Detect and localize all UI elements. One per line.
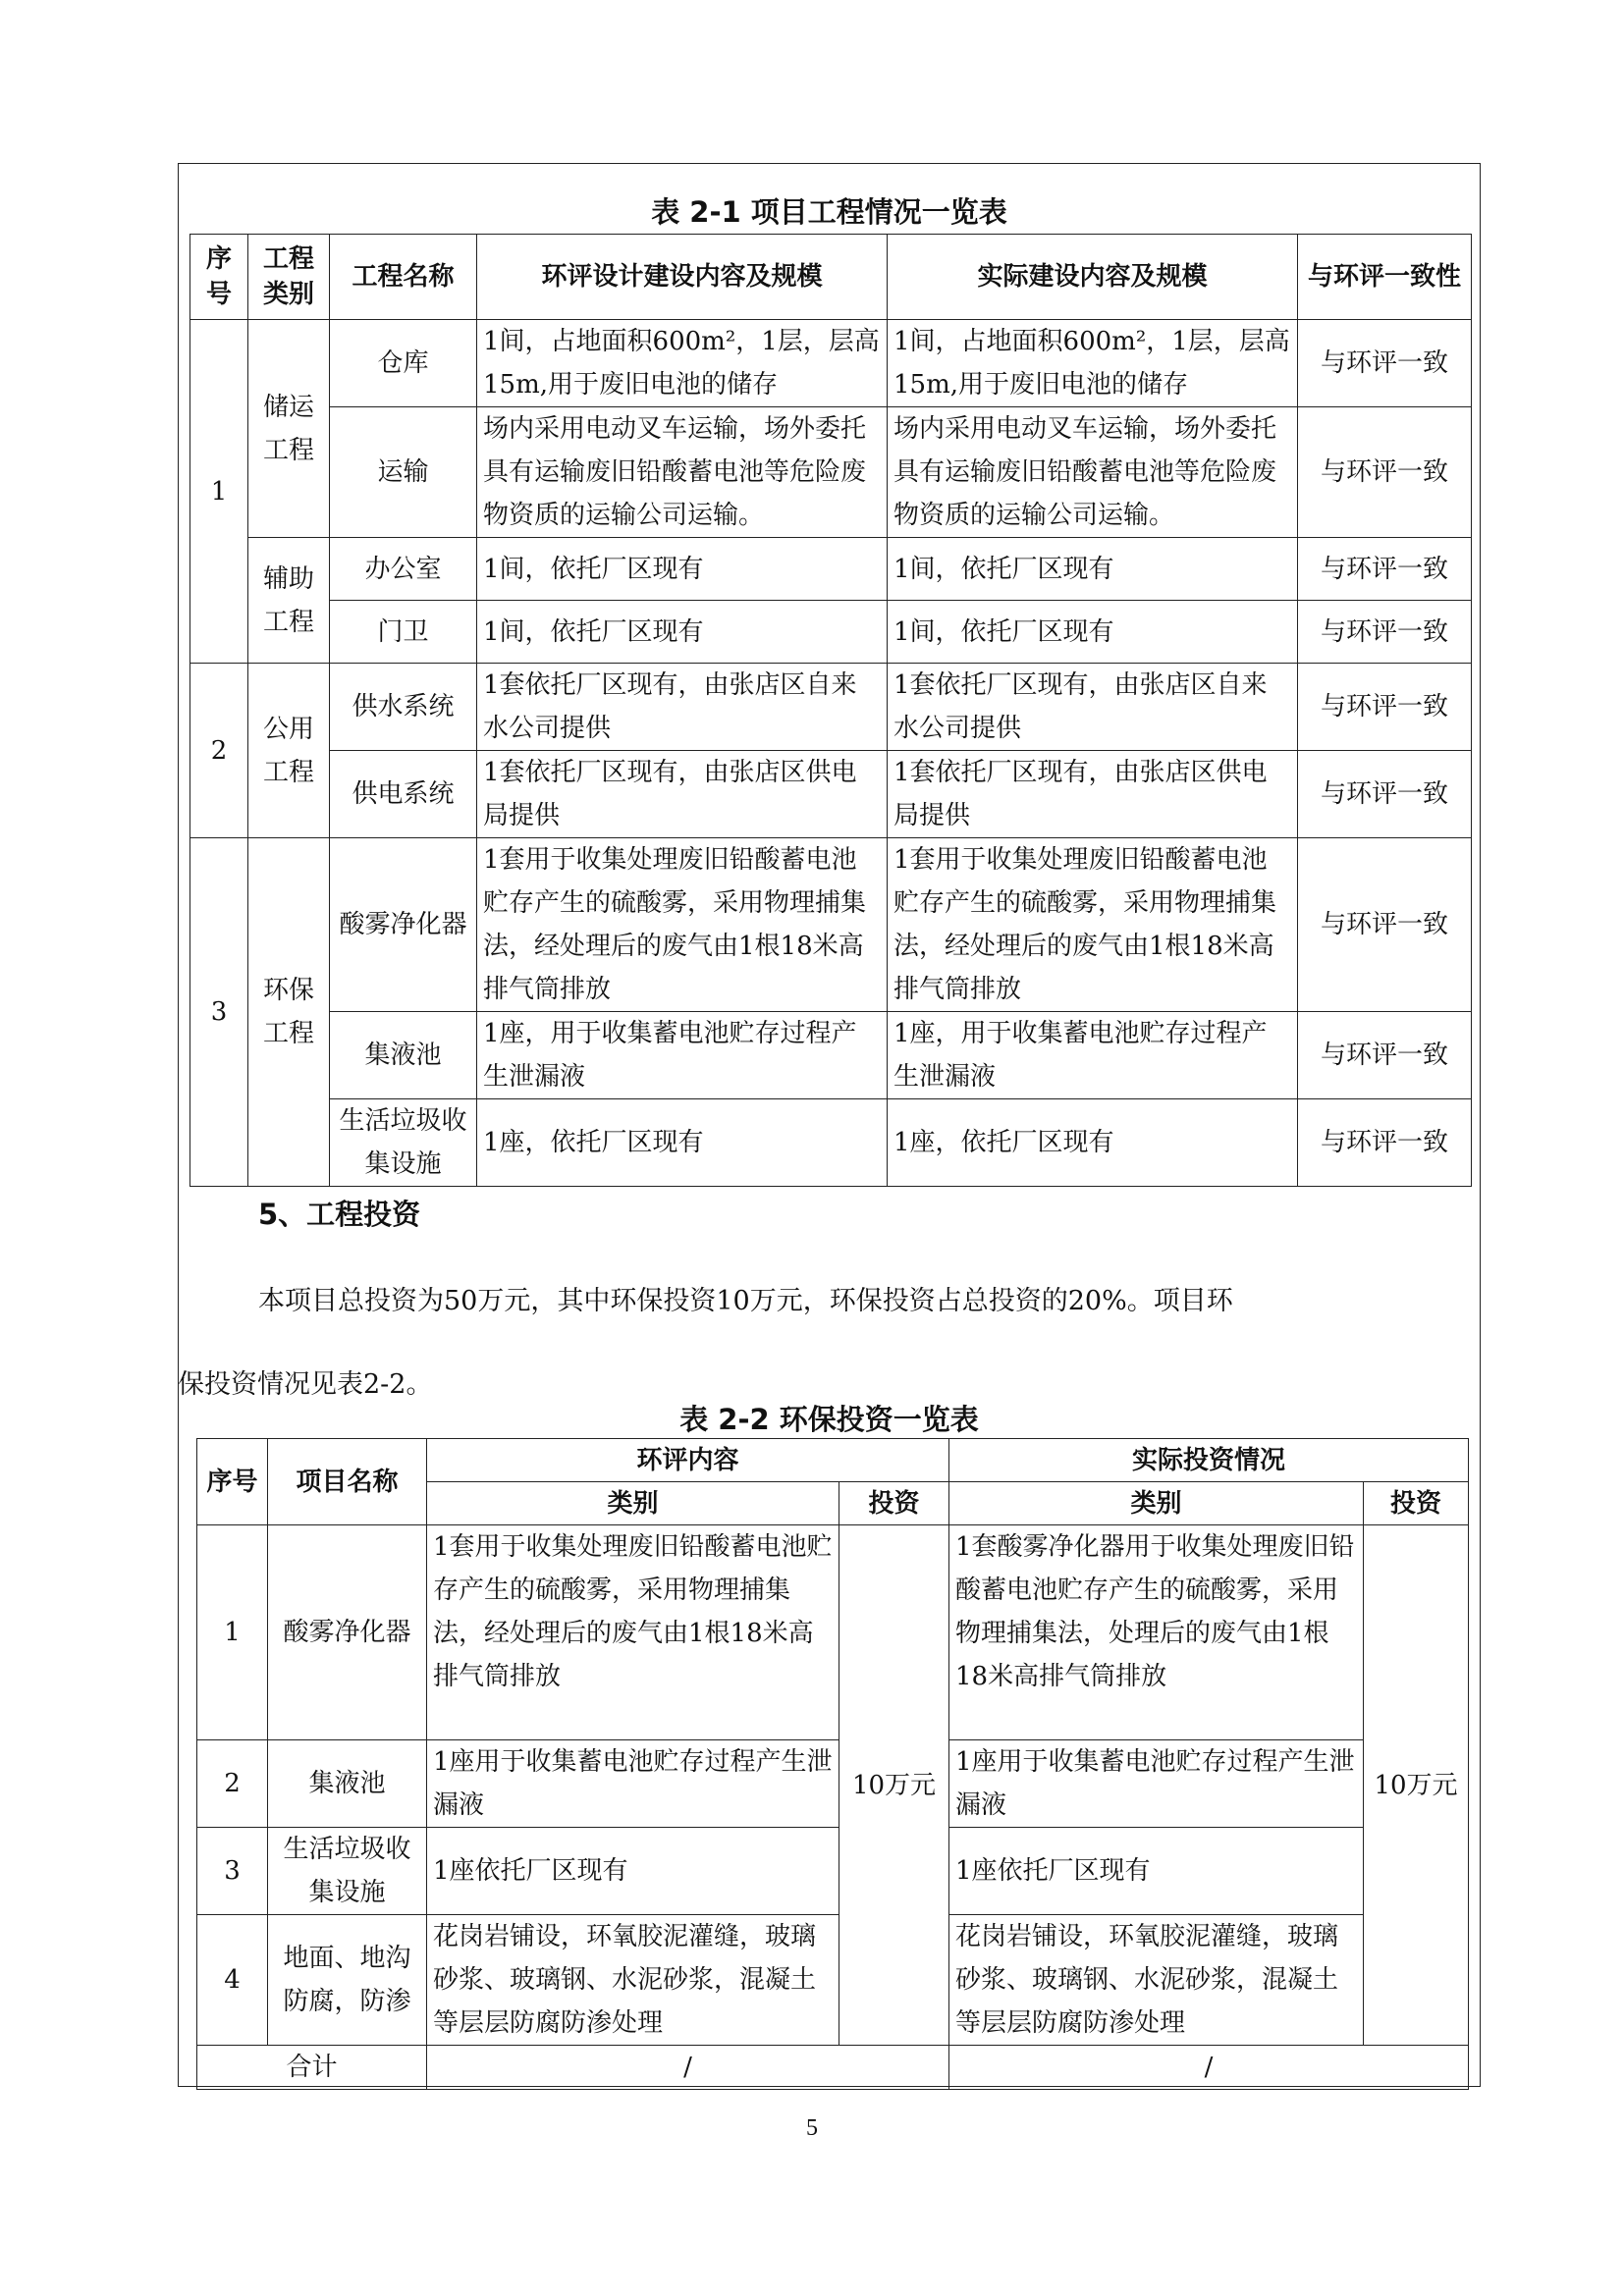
header-project-name: 项目名称	[268, 1439, 427, 1525]
project-name-cell: 供电系统	[330, 751, 477, 838]
total-row	[197, 2046, 1469, 2090]
consistency-cell: 与环评一致	[1298, 320, 1472, 407]
table2-header-row	[197, 1439, 1469, 1482]
header-design: 环评设计建设内容及规模	[477, 235, 888, 320]
project-table	[189, 234, 1472, 1187]
header-project-name: 工程名称	[330, 235, 477, 320]
table-row	[190, 407, 1472, 538]
actual-cell: 1套依托厂区现有，由张店区自来水公司提供	[888, 664, 1298, 751]
table-row	[190, 1012, 1472, 1099]
total-eia-cell: /	[427, 2046, 949, 2090]
table-row	[190, 1099, 1472, 1187]
table-row	[190, 320, 1472, 407]
actual-cell: 1间，依托厂区现有	[888, 538, 1298, 601]
actual-cell: 1间，依托厂区现有	[888, 601, 1298, 664]
design-cell: 1间，依托厂区现有	[477, 538, 888, 601]
header-eia-category: 类别	[427, 1482, 839, 1525]
header-seq: 序号	[197, 1439, 268, 1525]
actual-category-cell: 1座依托厂区现有	[949, 1828, 1364, 1915]
actual-investment-cell: 10万元	[1364, 1525, 1469, 2046]
paragraph-line-2: 保投资情况见表2-2。	[178, 1369, 433, 1400]
consistency-cell: 与环评一致	[1298, 751, 1472, 838]
actual-category-cell: 1座用于收集蓄电池贮存过程产生泄漏液	[949, 1740, 1364, 1828]
seq-cell: 3	[197, 1828, 268, 1915]
table-row	[190, 664, 1472, 751]
header-actual-amount: 投资	[1364, 1482, 1469, 1525]
design-cell: 1套依托厂区现有，由张店区自来水公司提供	[477, 664, 888, 751]
header-category: 工程类别	[248, 235, 330, 320]
consistency-cell: 与环评一致	[1298, 538, 1472, 601]
project-name-cell: 仓库	[330, 320, 477, 407]
seq-cell: 4	[197, 1915, 268, 2046]
table-row	[197, 1740, 1469, 1828]
consistency-cell: 与环评一致	[1298, 1099, 1472, 1187]
design-cell: 1套依托厂区现有，由张店区供电局提供	[477, 751, 888, 838]
table-row	[197, 1525, 1469, 1740]
project-name-cell: 运输	[330, 407, 477, 538]
consistency-cell: 与环评一致	[1298, 1012, 1472, 1099]
paragraph-line-1: 本项目总投资为50万元，其中环保投资10万元，环保投资占总投资的20%。项目环	[258, 1286, 1233, 1316]
project-name-cell: 办公室	[330, 538, 477, 601]
header-actual-category: 类别	[949, 1482, 1364, 1525]
eia-category-cell: 1套用于收集处理废旧铅酸蓄电池贮存产生的硫酸雾，采用物理捕集法，经处理后的废气由1根18米高排气筒排放	[427, 1525, 839, 1740]
header-consistency: 与环评一致性	[1298, 235, 1472, 320]
project-name-cell: 生活垃圾收集设施	[268, 1828, 427, 1915]
page-number: 5	[806, 2115, 818, 2141]
header-actual: 实际建设内容及规模	[888, 235, 1298, 320]
header-eia-investment: 投资	[839, 1482, 949, 1525]
eia-category-cell: 花岗岩铺设，环氧胶泥灌缝，玻璃砂浆、玻璃钢、水泥砂浆，混凝土等层层防腐防渗处理	[427, 1915, 839, 2046]
eia-category-cell: 1座用于收集蓄电池贮存过程产生泄漏液	[427, 1740, 839, 1828]
actual-cell: 1座，用于收集蓄电池贮存过程产生泄漏液	[888, 1012, 1298, 1099]
seq-cell: 1	[190, 320, 248, 664]
total-label: 合计	[197, 2046, 427, 2090]
project-name-cell: 门卫	[330, 601, 477, 664]
investment-table	[196, 1438, 1469, 2090]
table1-header-row	[190, 235, 1472, 320]
table1-title: 表 2-1 项目工程情况一览表	[651, 195, 1007, 229]
design-cell: 1间，依托厂区现有	[477, 601, 888, 664]
consistency-cell: 与环评一致	[1298, 664, 1472, 751]
seq-cell: 2	[190, 664, 248, 838]
table-row	[190, 601, 1472, 664]
header-eia-content: 环评内容	[427, 1439, 949, 1482]
category-cell: 公用工程	[248, 664, 330, 838]
design-cell: 1座，依托厂区现有	[477, 1099, 888, 1187]
project-name-cell: 酸雾净化器	[330, 838, 477, 1012]
consistency-cell: 与环评一致	[1298, 838, 1472, 1012]
category-cell: 辅助工程	[248, 538, 330, 664]
design-cell: 1间，占地面积600m²，1层，层高15m,用于废旧电池的储存	[477, 320, 888, 407]
eia-category-cell: 1座依托厂区现有	[427, 1828, 839, 1915]
actual-category-cell: 花岗岩铺设，环氧胶泥灌缝，玻璃砂浆、玻璃钢、水泥砂浆，混凝土等层层防腐防渗处理	[949, 1915, 1364, 2046]
project-name-cell: 酸雾净化器	[268, 1525, 427, 1740]
design-cell: 1套用于收集处理废旧铅酸蓄电池贮存产生的硫酸雾，采用物理捕集法，经处理后的废气由1根18米高排气筒排放	[477, 838, 888, 1012]
section-heading: 5、工程投资	[258, 1198, 421, 1231]
project-name-cell: 集液池	[330, 1012, 477, 1099]
project-name-cell: 生活垃圾收集设施	[330, 1099, 477, 1187]
design-cell: 1座，用于收集蓄电池贮存过程产生泄漏液	[477, 1012, 888, 1099]
actual-category-cell: 1套酸雾净化器用于收集处理废旧铅酸蓄电池贮存产生的硫酸雾，采用物理捕集法，处理后的废气由1根18米高排气筒排放	[949, 1525, 1364, 1740]
design-cell: 场内采用电动叉车运输，场外委托具有运输废旧铅酸蓄电池等危险废物资质的运输公司运输。	[477, 407, 888, 538]
actual-cell: 1套依托厂区现有，由张店区供电局提供	[888, 751, 1298, 838]
actual-cell: 1间，占地面积600m²，1层，层高15m,用于废旧电池的储存	[888, 320, 1298, 407]
seq-cell: 1	[197, 1525, 268, 1740]
actual-cell: 场内采用电动叉车运输，场外委托具有运输废旧铅酸蓄电池等危险废物资质的运输公司运输。	[888, 407, 1298, 538]
header-seq: 序号	[190, 235, 248, 320]
table2-title: 表 2-2 环保投资一览表	[679, 1403, 979, 1436]
header-actual-investment: 实际投资情况	[949, 1439, 1469, 1482]
consistency-cell: 与环评一致	[1298, 601, 1472, 664]
actual-cell: 1套用于收集处理废旧铅酸蓄电池贮存产生的硫酸雾，采用物理捕集法，经处理后的废气由1根18米高排气筒排放	[888, 838, 1298, 1012]
consistency-cell: 与环评一致	[1298, 407, 1472, 538]
table-row	[197, 1915, 1469, 2046]
table-row	[190, 838, 1472, 1012]
seq-cell: 3	[190, 838, 248, 1187]
seq-cell: 2	[197, 1740, 268, 1828]
project-name-cell: 供水系统	[330, 664, 477, 751]
category-cell: 环保工程	[248, 838, 330, 1187]
table-row	[190, 538, 1472, 601]
project-name-cell: 地面、地沟防腐，防渗	[268, 1915, 427, 2046]
table-row	[197, 1828, 1469, 1915]
eia-investment-cell: 10万元	[839, 1525, 949, 2046]
category-cell: 储运工程	[248, 320, 330, 538]
total-actual-cell: /	[949, 2046, 1469, 2090]
table-row	[190, 751, 1472, 838]
project-name-cell: 集液池	[268, 1740, 427, 1828]
actual-cell: 1座，依托厂区现有	[888, 1099, 1298, 1187]
